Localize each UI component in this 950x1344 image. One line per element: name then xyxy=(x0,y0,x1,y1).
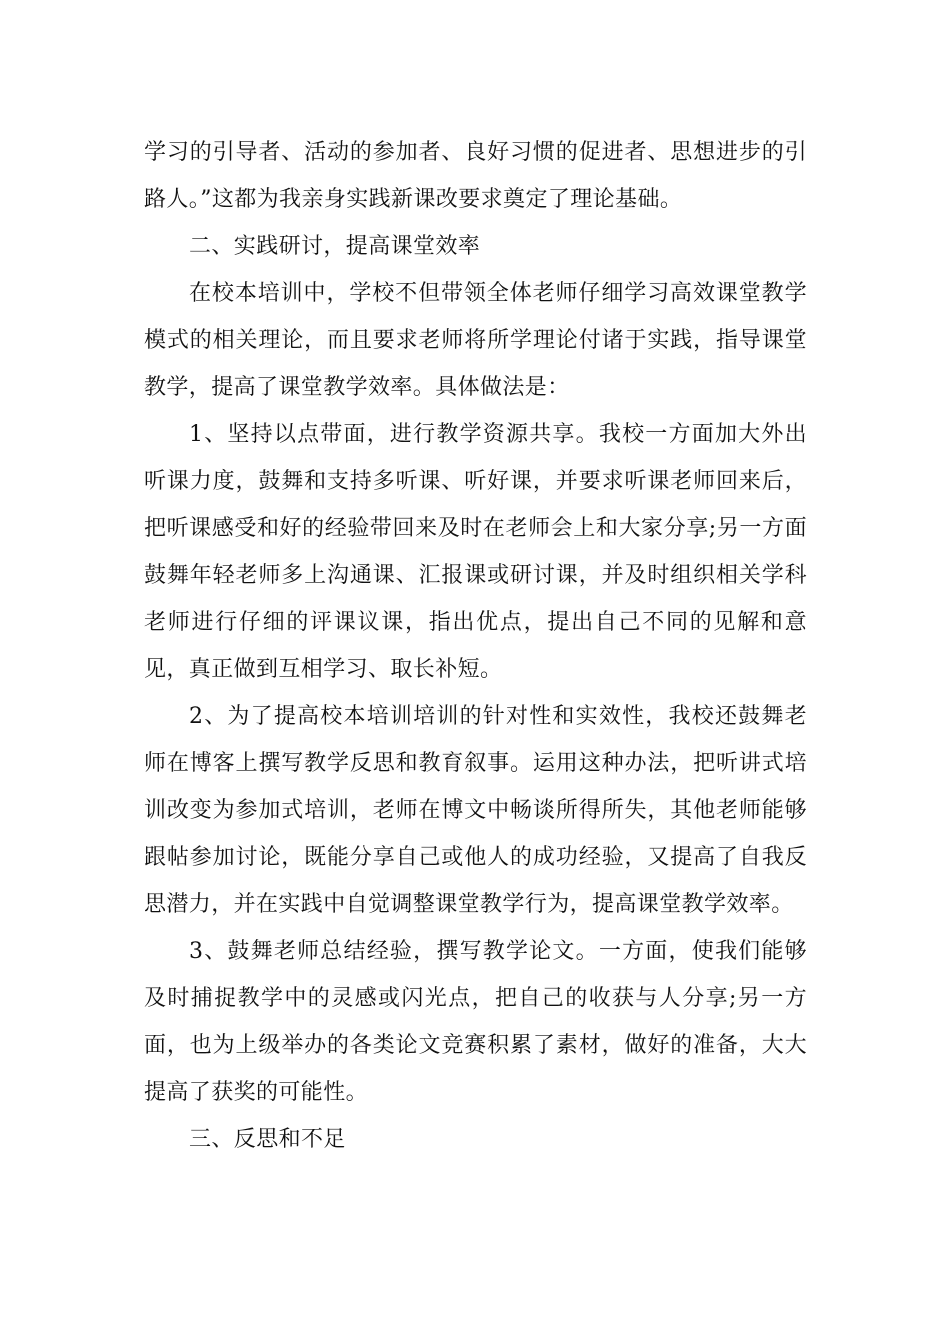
paragraph-item-3: 3、鼓舞老师总结经验，撰写教学论文。一方面，使我们能够及时捕捉教学中的灵感或闪光点，把自己的收获与人分享;另一方面，也为上级举办的各类论文竞赛积累了素材，做好的准备，大大提高了获奖的可能性。 xyxy=(144,939,807,1105)
paragraph-item-1: 1、坚持以点带面，进行教学资源共享。我校一方面加大外出听课力度，鼓舞和支持多听课、听好课，并要求听课老师回来后，把听课感受和好的经验带回来及时在老师会上和大家分享;另一方面鼓舞年轻老师多上沟通课、汇报课或研讨课，并及时组织相关学科老师进行仔细的评课议课，指出优点，提出自己不同的见解和意见，真正做到互相学习、取长补短。 xyxy=(144,422,807,682)
paragraph-continuation: 学习的引导者、活动的参加者、良好习惯的促进者、思想进步的引路人。”这都为我亲身实践新课改要求奠定了理论基础。 xyxy=(144,140,807,212)
document-body xyxy=(144,129,807,1163)
paragraph-item-2: 2、为了提高校本培训培训的针对性和实效性，我校还鼓舞老师在博客上撰写教学反思和教育叙事。运用这种办法，把听讲式培训改变为参加式培训，老师在博文中畅谈所得所失，其他老师能够跟帖参加讨论，既能分享自己或他人的成功经验，又提高了自我反思潜力，并在实践中自觉调整课堂教学行为，提高课堂教学效率。 xyxy=(144,704,807,917)
paragraph-school-training: 在校本培训中，学校不但带领全体老师仔细学习高效课堂教学模式的相关理论，而且要求老师将所学理论付诸于实践，指导课堂教学，提高了课堂教学效率。具体做法是： xyxy=(144,281,807,400)
section-heading-reflection: 三、反思和不足 xyxy=(189,1127,346,1152)
section-heading-practice: 二、实践研讨，提高课堂效率 xyxy=(189,234,481,259)
